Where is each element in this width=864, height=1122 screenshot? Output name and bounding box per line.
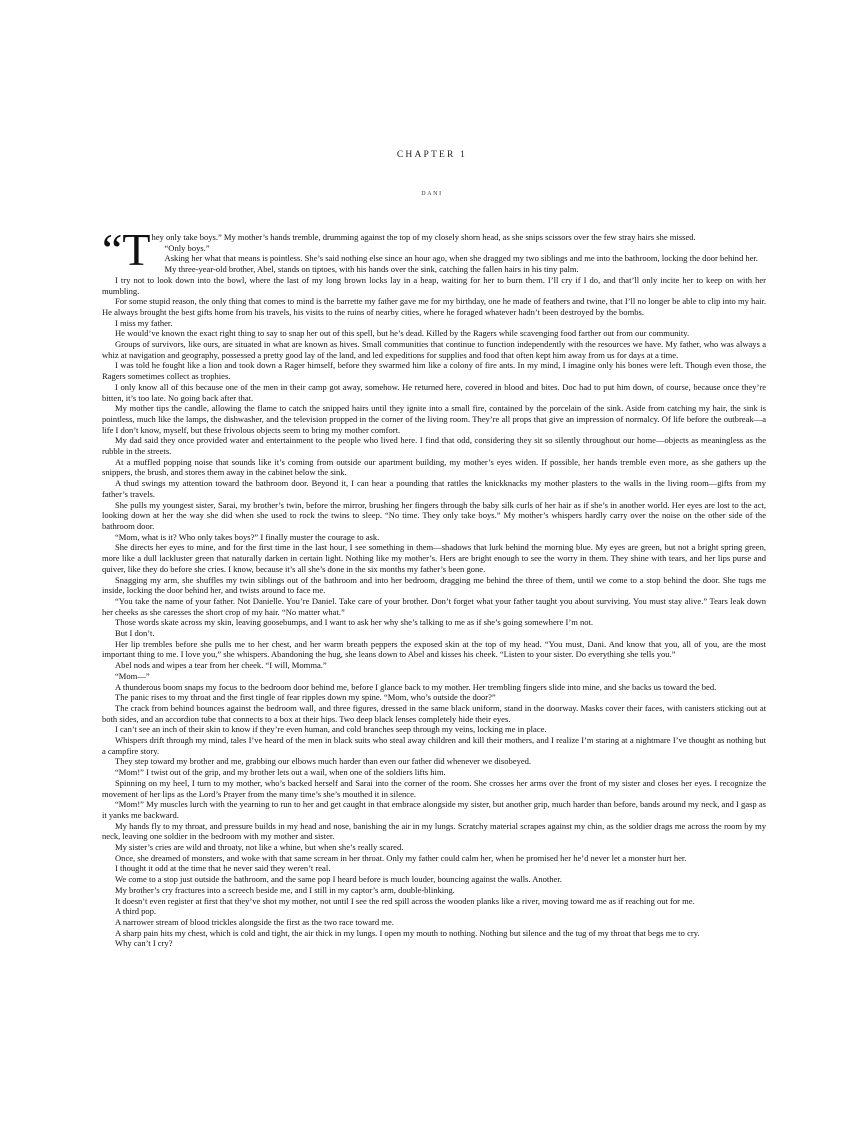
paragraph-text: A thunderous boom snaps my focus to the bedroom door behind me, before I glance back to my mother. Her trembling fingers slide into mine, and she backs us toward the bed. [115, 681, 717, 692]
paragraph [102, 275, 766, 296]
paragraph-text: But I don’t. [115, 628, 155, 639]
paragraph-text: “Mom!” I twist out of the grip, and my brother lets out a wail, when one of the soldiers lifts him. [115, 767, 446, 778]
paragraph [102, 296, 766, 317]
paragraph-text: Those words skate across my skin, leaving goosebumps, and I want to ask her why she’s talking to me as if she’s going somewhere I’m not. [115, 617, 594, 628]
paragraph-text: Abel nods and wipes a tear from her cheek. “I will, Momma.” [115, 660, 327, 671]
paragraph-text: Whispers drift through my mind, tales I’ve heard of the men in black suits who steal away children and kill their mothers, and I realize I’m staring at a nightmare I’ve thought as nothing but a campfire story. [102, 735, 766, 756]
paragraph-text: I can’t see an inch of their skin to know if they’re even human, and cold branches seep through my veins, locking me in place. [115, 724, 547, 735]
paragraph-text: She pulls my youngest sister, Sarai, my brother’s twin, before the mirror, brushing her fingers through the baby silk curls of her hair as if she’s in another world. Her eyes are lost to the act, looking down at her the way she did when she used to rock the twins to sleep. “No time. They only take boys.” My mother’s whispers hardly carry over the noise on the other side of the bathroom door. [102, 499, 766, 531]
paragraph-text: My brother’s cry fractures into a screech beside me, and I still in my captor’s arm, double-blinking. [115, 884, 455, 895]
paragraph-text: The crack from behind bounces against the bedroom wall, and three figures, dressed in the same black uniform, stand in the doorway. Masks cover their faces, with canisters sticking out at both sides, and an accordion tube that connects to a box at their hips. Two deep black lenses completely hide their eyes. [102, 702, 766, 724]
paragraph [102, 532, 766, 543]
paragraph [102, 682, 766, 693]
paragraph [102, 799, 766, 820]
paragraph [102, 457, 766, 478]
paragraph [102, 596, 766, 617]
paragraph [102, 778, 766, 799]
paragraph-text: “Mom—” [115, 670, 150, 681]
paragraph [102, 253, 766, 264]
paragraph-text: For some stupid reason, the only thing that comes to mind is the barrette my father gave me for my birthday, one he made of feathers and twine, that I’ll no longer be able to clip into my hair. He always brought the best gifts home from his travels, his visits to the ruins of nearby cities, where he foraged whatever hadn’t been destroyed by the bombs. [102, 296, 766, 317]
paragraph [102, 403, 766, 435]
paragraph [102, 885, 766, 896]
paragraph [102, 478, 766, 499]
paragraph-text: Why can’t I cry? [115, 938, 173, 949]
paragraph [102, 328, 766, 339]
paragraph [102, 692, 766, 703]
paragraph [102, 896, 766, 907]
paragraph [102, 938, 766, 949]
paragraph [102, 874, 766, 885]
paragraph-text: A third pop. [115, 906, 157, 917]
paragraph-text: Snagging my arm, she shuffles my twin siblings out of the bathroom and into her bedroom, dragging me behind the three of them, until we come to a stop behind the door. She tugs me inside, locking the door behind her, and twists around to face me. [102, 574, 766, 596]
paragraph-text: My dad said they once provided water and entertainment to the people who lived here. I find that odd, considering they sit so silently throughout our home—objects as meaningless as the rubble in the streets. [102, 435, 766, 457]
paragraph [102, 360, 766, 381]
paragraph-text: A thud swings my attention toward the bathroom door. Beyond it, I can hear a pounding that rattles the knickknacks my mother plasters to the walls in the living room—gifts from my father’s travels. [102, 478, 766, 499]
paragraph [102, 575, 766, 596]
paragraph [102, 756, 766, 767]
paragraph [102, 435, 766, 456]
paragraph [102, 821, 766, 842]
paragraph [102, 724, 766, 735]
paragraph-text: My mother tips the candle, allowing the flame to catch the snipped hairs until they ignite into a small fire, contained by the porcelain of the sink. Aside from catching my hair, the sink is pointless, much like the lamps, the dishwasher, and the television propped in the corner of the living room. They’re all props that give an impression of normalcy. Of life before the outbreak—a life I don’t know, myself, but these frivolous objects seem to bring my mother comfort. [102, 403, 766, 435]
paragraph-text: Asking her what that means is pointless. She’s said nothing else since an hour ago, when she dragged my two siblings and me into the bathroom, locking the door behind her. [164, 253, 758, 264]
paragraph-text: Spinning on my heel, I turn to my mother, who’s backed herself and Sarai into the corner of the room. She crosses her arms over the front of my sister and closes her eyes. I recognize the movement of her lips as the Lord’s Prayer from the many time’s she’s mouthed it in silence. [102, 777, 766, 799]
paragraph-text: My hands fly to my throat, and pressure builds in my head and nose, banishing the air in my lungs. Scratchy material scrapes against my chin, as the soldier drags me across the room by my neck, leaving one soldier in the bedroom with my mother and sister. [102, 820, 766, 842]
paragraph [102, 853, 766, 864]
paragraph-text: “You take the name of your father. Not Danielle. You’re Daniel. Take care of your brother. Don’t forget what your father taught you about surviving. You must stay alive.” Tears leak down her cheeks as she caresses the short crop of my hair. “No matter what.” [102, 595, 766, 617]
paragraph-text: “Only boys.” [164, 242, 210, 253]
chapter-title: CHAPTER 1 [396, 150, 468, 160]
paragraph [102, 264, 766, 275]
paragraph [102, 243, 766, 254]
paragraph [102, 660, 766, 671]
paragraph-text: They step toward my brother and me, grabbing our elbows much harder than even our father did whenever we disobeyed. [115, 756, 532, 767]
paragraph-text: My sister’s cries are wild and throaty, not like a whine, but when she’s really scared. [115, 842, 404, 853]
paragraph-text: It doesn’t even register at first that they’ve shot my mother, not until I see the red spill across the wooden planks like a river, moving toward me as if reaching out for me. [115, 895, 695, 906]
paragraph [102, 617, 766, 628]
paragraph [102, 628, 766, 639]
paragraph-text: We come to a stop just outside the bathroom, and the same pop I heard before is much louder, bouncing against the walls. Another. [115, 874, 562, 885]
paragraph [102, 703, 766, 724]
paragraph [102, 863, 766, 874]
paragraph-text: He would’ve known the exact right thing to say to snap her out of this spell, but he’s dead. Killed by the Ragers while scavenging food farther out from our community. [115, 328, 690, 339]
paragraph-text: hey only take boys.” My mother’s hands tremble, drumming against the top of my closely shorn head, as she snips scissors over the few stray hairs she missed. [151, 232, 696, 242]
paragraph-text: A sharp pain hits my chest, which is cold and tight, the air thick in my lungs. I open my mouth to nothing. Nothing but silence and the tug of my throat that begs me to cry. [115, 927, 700, 938]
paragraph [102, 318, 766, 329]
paragraph-text: A narrower stream of blood trickles alongside the first as the two race toward me. [115, 917, 394, 927]
drop-cap: “T [102, 224, 151, 275]
paragraph [102, 671, 766, 682]
paragraph-text: I thought it odd at the time that he never said they weren’t real. [115, 863, 331, 874]
paragraph [102, 767, 766, 778]
paragraph [102, 735, 766, 756]
paragraph-text: The panic rises to my throat and the first tingle of fear ripples down my spine. “Mom, who’s outside the door?” [115, 692, 496, 703]
paragraph-text: She directs her eyes to mine, and for the first time in the last hour, I see something in them—shadows that lurk behind the morning blue. My eyes are green, but not a bright spring green, more like a dull lackluster green that naturally darken in certain light. Nothing like my mother’s. Hers are bright enough to see the worry in them. They shine with tears, and her lips purse and quiver, like they do before she cries. I know, because it’s all she’s done in the six months my father’s been gone. [102, 542, 766, 574]
paragraph [102, 639, 766, 660]
paragraph-text: I try not to look down into the bowl, where the last of my long brown locks lay in a heap, waiting for her to burn them. I’ll cry if I do, and that’ll only incite her to keep on with her mumbling. [102, 274, 766, 296]
paragraph [102, 382, 766, 403]
paragraph-text: “Mom, what is it? Who only takes boys?” I finally muster the courage to ask. [115, 531, 380, 542]
paragraph [102, 339, 766, 360]
paragraph-text: Her lip trembles before she pulls me to her chest, and her warm breath peppers the exposed skin at the top of my head. “You must, Dani. And know that you, all of you, are the most important thing to me. I love you,” she whispers. Abandoning the hug, she leans down to Abel and kisses his cheek. “Listen to your sister. Do everything she tells you.” [102, 638, 766, 660]
paragraph [102, 842, 766, 853]
paragraph [102, 500, 766, 532]
chapter-narrator: DANI [421, 191, 443, 197]
paragraph-text: Once, she dreamed of monsters, and woke with that same scream in her throat. Only my father could calm her, when he promised her he’d never let a monster hurt her. [115, 852, 687, 863]
paragraph [102, 906, 766, 917]
paragraph [102, 928, 766, 939]
paragraph-text: My three-year-old brother, Abel, stands on tiptoes, with his hands over the sink, catching the fallen hairs in his tiny palm. [164, 264, 579, 275]
paragraph [102, 542, 766, 574]
paragraph-text: “Mom!” My muscles lurch with the yearning to run to her and get caught in that embrace alongside my sister, but another grip, much harder than before, bands around my neck, and I gasp as it yanks me backward. [102, 799, 766, 820]
paragraph-text: I miss my father. [115, 317, 173, 328]
paragraph-text: At a muffled popping noise that sounds like it’s coming from outside our apartment building, my mother’s eyes widen. If possible, her hands tremble even more, as she gathers up the snippers, the brush, and stores them away in the cabinet below the sink. [102, 456, 766, 478]
paragraph-text: Groups of survivors, like ours, are situated in what are known as hives. Small communities that continue to function independently with the resources we have. My father, who was always a whiz at navigation and geography, possessed a pretty good lay of the land, and led expeditions for supplies and food that often kept him away from us for days at a time. [102, 339, 766, 360]
chapter-body [102, 224, 766, 949]
paragraph-text: I only know all of this because one of the men in their camp got away, somehow. He returned here, covered in blood and bites. Doc had to put him down, of course, because once they’re bitten, it’s too late. No going back after that. [102, 381, 766, 403]
paragraph [102, 917, 766, 928]
paragraph-text: I was told he fought like a lion and took down a Rager himself, before they swarmed him like a colony of fire ants. In my mind, I imagine only his bones were left. Though even those, the Ragers sometimes collect as trophies. [102, 360, 766, 382]
